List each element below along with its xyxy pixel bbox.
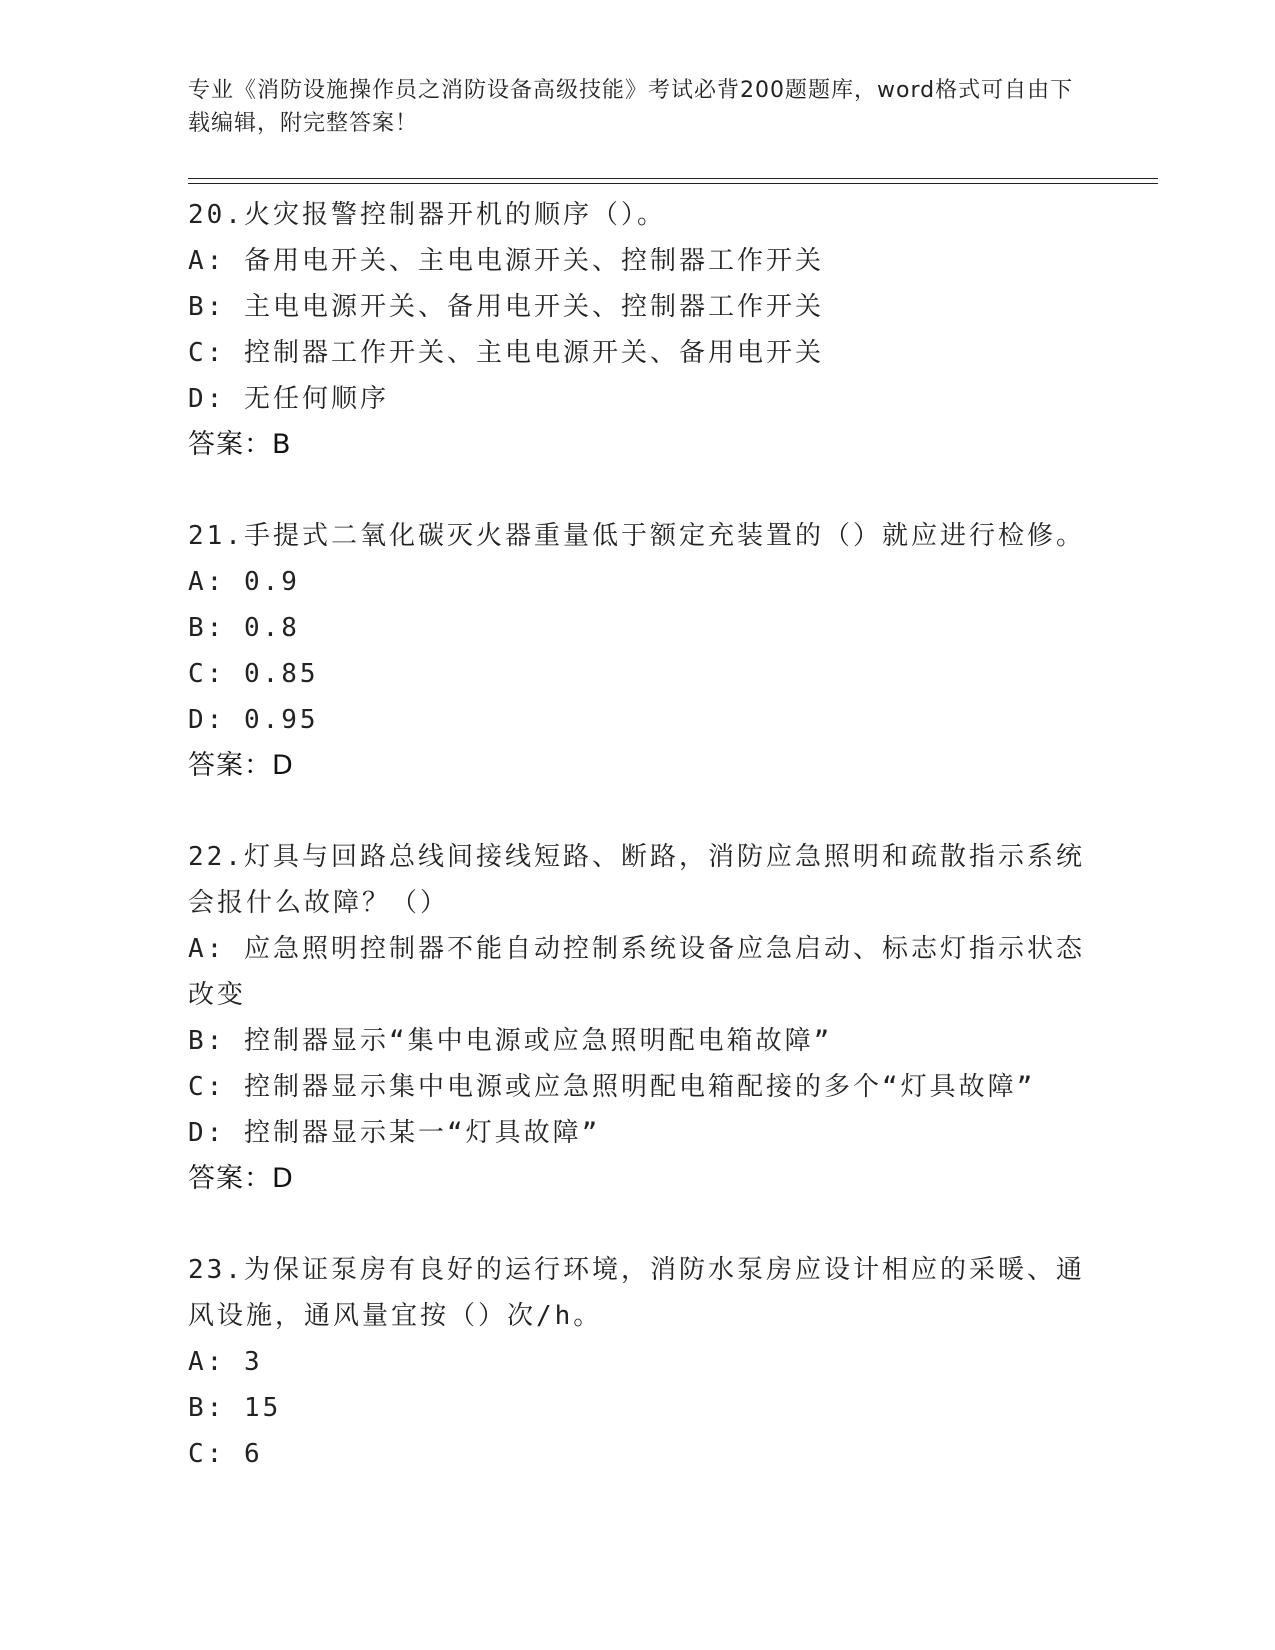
option-d: D: 控制器显示某一“灯具故障” <box>188 1118 601 1148</box>
header-divider-bottom <box>188 183 1158 184</box>
answer-line: 答案：D <box>188 1163 294 1194</box>
option-c: C: 控制器显示集中电源或应急照明配电箱配接的多个“灯具故障” <box>188 1072 1036 1102</box>
option-a: A: 3 <box>188 1347 263 1377</box>
option-b: B: 控制器显示“集中电源或应急照明配电箱故障” <box>188 1026 833 1056</box>
option-b: B: 15 <box>188 1393 282 1423</box>
header-divider-top <box>188 178 1158 179</box>
answer-line: 答案：B <box>188 429 292 460</box>
option-a: A: 0.9 <box>188 567 300 597</box>
question-21 <box>188 513 1088 789</box>
question-stem: 22.灯具与回路总线间接线短路、断路，消防应急照明和疏散指示系统会报什么故障？（） <box>188 842 1085 918</box>
option-a: A: 应急照明控制器不能自动控制系统设备应急启动、标志灯指示状态改变 <box>188 934 1085 1010</box>
question-stem: 20.火灾报警控制器开机的顺序（）。 <box>188 200 666 230</box>
option-d: D: 无任何顺序 <box>188 384 389 414</box>
option-b: B: 0.8 <box>188 613 300 643</box>
option-c: C: 控制器工作开关、主电电源开关、备用电开关 <box>188 338 824 368</box>
question-20 <box>188 192 1088 468</box>
option-c: C: 0.85 <box>188 659 319 689</box>
question-23 <box>188 1247 1088 1477</box>
option-b: B: 主电电源开关、备用电开关、控制器工作开关 <box>188 292 824 322</box>
document-header: 专业《消防设施操作员之消防设备高级技能》考试必背200题题库，word格式可自由下载编辑，附完整答案！ <box>188 78 1074 136</box>
question-stem: 23.为保证泵房有良好的运行环境，消防水泵房应设计相应的采暖、通风设施，通风量宜按（）次/h。 <box>188 1255 1085 1331</box>
option-a: A: 备用电开关、主电电源开关、控制器工作开关 <box>188 246 824 276</box>
question-list <box>188 192 1088 1522</box>
option-c: C: 6 <box>188 1439 263 1469</box>
question-22 <box>188 834 1088 1202</box>
answer-line: 答案：D <box>188 750 294 781</box>
option-d: D: 0.95 <box>188 705 319 735</box>
question-stem: 21.手提式二氧化碳灭火器重量低于额定充装置的（）就应进行检修。 <box>188 521 1085 551</box>
